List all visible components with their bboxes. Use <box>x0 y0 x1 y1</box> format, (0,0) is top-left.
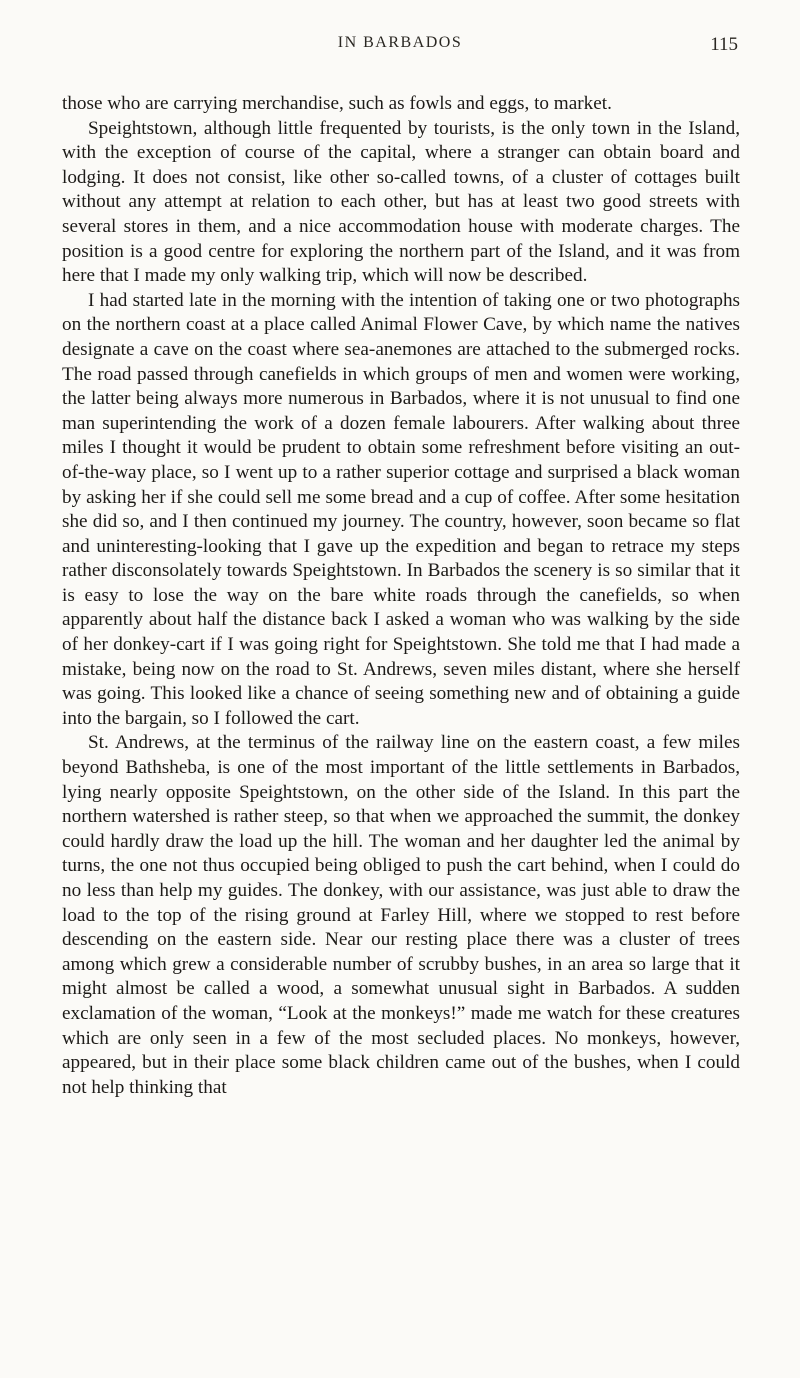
paragraph-speightstown: Speightstown, although little frequented by tourists, is the only town in the Island, with the exception of course of the capital, where a stranger can obtain board and lodging. It does not consist, like other so-called towns, of a cluster of cottages built without any attempt at relation to each other, but has at least two good streets with several stores in them, and a nice accommodation house with moderate charges. The position is a good centre for exploring the northern part of the Island, and it was from here that I made my only walking trip, which will now be described. <box>62 117 740 287</box>
paragraph-walking-trip: I had started late in the morning with the intention of taking one or two photographs on the northern coast at a place called Animal Flower Cave, by which name the natives designate a cave on the coast where sea-anemones are attached to the submerged rocks. The road passed through canefields in which groups of men and women were working, the latter being always more numerous in Barbados, where it is not unusual to find one man superintending the work of a dozen female labourers. After walking about three miles I thought it would be prudent to obtain some refreshment before visiting an out-of-the-way place, so I went up to a rather superior cottage and surprised a black woman by asking her if she could sell me some bread and a cup of coffee. After some hesitation she did so, and I then continued my journey. The country, however, soon became so flat and uninteresting-looking that I gave up the expedition and began to retrace my steps rather disconsolately towards Speightstown. In Barbados the scenery is so similar that it is easy to lose the way on the bare white roads through the canefields, so when apparently about half the distance back I asked a woman who was walking by the side of her donkey-cart if I was going right for Speightstown. She told me that I had made a mistake, being now on the road to St. Andrews, seven miles distant, where she herself was going. This looked like a chance of seeing something new and of obtaining a guide into the bargain, so I followed the cart. <box>62 289 740 729</box>
paragraph-continuation: those who are carrying merchandise, such as fowls and eggs, to market. <box>62 93 612 114</box>
page-number: 115 <box>710 34 738 55</box>
body-text <box>62 92 740 1100</box>
running-title: IN BARBADOS <box>337 34 463 51</box>
paragraph-st-andrews: St. Andrews, at the terminus of the railway line on the eastern coast, a few miles beyond Bathsheba, is one of the most important of the little settlements in Barbados, lying nearly opposite Speightstown, on the other side of the Island. In this part the northern watershed is rather steep, so that when we approached the summit, the donkey could hardly draw the load up the hill. The woman and her daughter led the animal by turns, the one not thus occupied being obliged to push the cart behind, when I could do no less than help my guides. The donkey, with our assistance, was just able to draw the load to the top of the rising ground at Farley Hill, where we stopped to rest before descending on the eastern side. Near our resting place there was a cluster of trees among which grew a considerable number of scrubby bushes, in an area so large that it might almost be called a wood, a somewhat unusual sight in Barbados. A sudden exclamation of the woman, “Look at the monkeys!” made me watch for these creatures which are only seen in a few of the most secluded places. No monkeys, however, appeared, but in their place some black children came out of the bushes, when I could not help thinking that <box>62 732 740 1098</box>
